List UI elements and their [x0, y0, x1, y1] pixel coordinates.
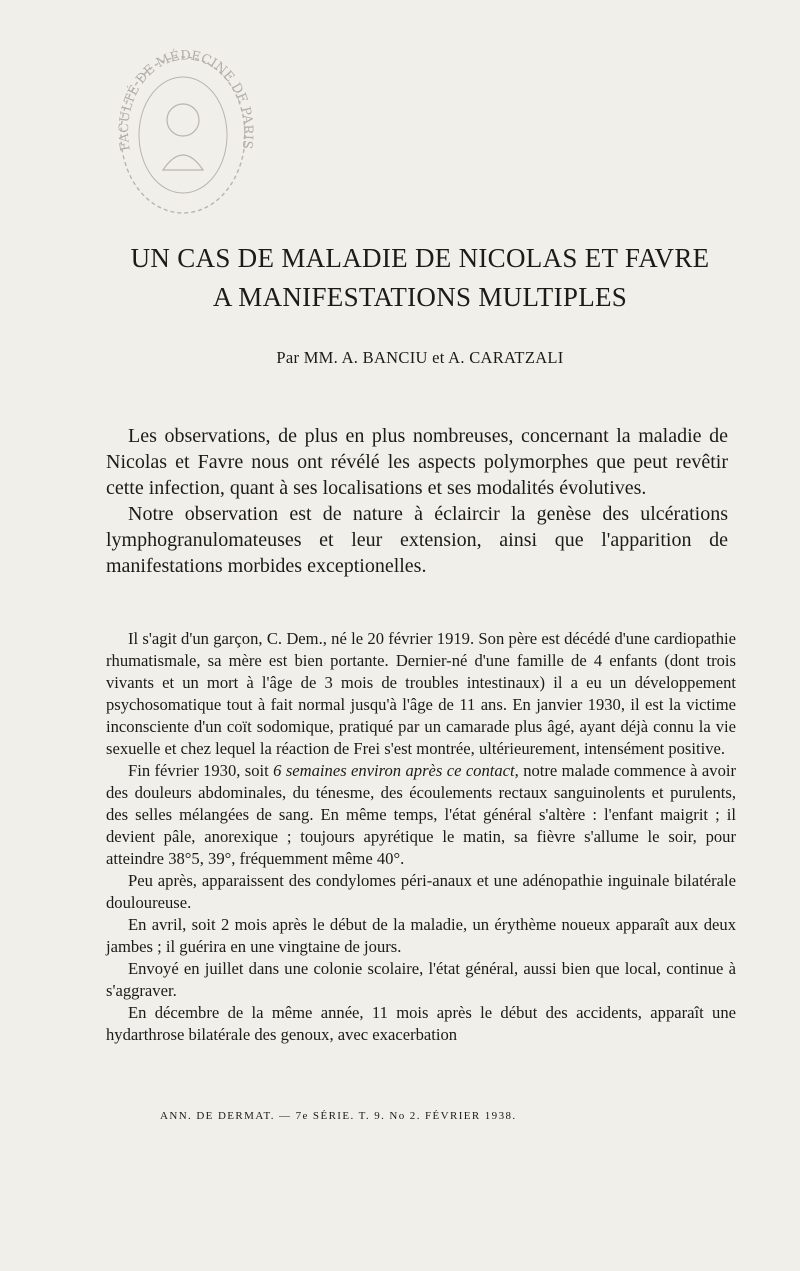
body-paragraph: En décembre de la même année, 11 mois après le début des accidents, apparaît une hydarthrose bilatérale des genoux, avec exacerbation — [106, 1003, 736, 1044]
body-paragraph: Il s'agit d'un garçon, C. Dem., né le 20 février 1919. Son père est décédé d'une cardiopathie rhumatismale, sa mère est bien portante. Dernier-né d'une famille de 4 enfants (dont trois vivants et un mort à l'âge de 3 mois de troubles intestinaux) il a eu un développement psychosomatique tout à fait normal jusqu'à l'âge de 11 ans. En janvier 1930, il est la victime inconsciente d'un coït sodomique, pratiqué par un camarade plus âgé, ayant déjà connu la vie sexuelle et chez lequel la réaction de Frei s'est montrée, ultérieurement, intensément positive. — [106, 629, 736, 758]
intro-section — [106, 423, 728, 579]
svg-text:FACULTÉ DE MÉDECINE DE PARIS — [117, 48, 255, 152]
stamp-text: FACULTÉ DE MÉDECINE DE PARIS — [116, 48, 256, 152]
body-paragraph: En avril, soit 2 mois après le début de la maladie, un érythème noueux apparaît aux deux jambes ; il guérira en une vingtaine de jours. — [106, 915, 736, 956]
library-stamp-icon — [108, 40, 258, 220]
body-paragraph — [106, 760, 736, 870]
emphasis-text: 6 semaines environ après ce contact — [273, 761, 515, 780]
journal-footer: ANN. DE DERMAT. — 7e SÉRIE. T. 9. No 2. FÉVRIER 1938. — [160, 1110, 517, 1122]
body-text: Fin février 1930, soit — [128, 761, 274, 780]
article-title-line-2: A MANIFESTATIONS MULTIPLES — [212, 282, 628, 312]
body-paragraph: Envoyé en juillet dans une colonie scolaire, l'état général, aussi bien que local, continue à s'aggraver. — [106, 959, 736, 1000]
intro-paragraph: Les observations, de plus en plus nombreuses, concernant la maladie de Nicolas et Favre nous ont révélé les aspects polymorphes que peut revêtir cette infection, quant à ses localisations et ses modalités évolutives. — [106, 425, 728, 499]
author-byline: Par MM. A. BANCIU et A. CARATZALI — [276, 348, 564, 367]
intro-paragraph: Notre observation est de nature à éclaircir la genèse des ulcérations lymphogranulomateuses et leur extension, ainsi que l'apparition de manifestations morbides exceptionelles. — [106, 503, 728, 577]
article-title-line-1: UN CAS DE MALADIE DE NICOLAS ET FAVRE — [130, 243, 710, 273]
body-text: , notre malade commence à avoir des douleurs abdominales, du ténesme, des écoulements rectaux sanguinolents et purulents, des selles mélangées de sang. En même temps, l'état général s'altère : l'enfant maigrit ; il devient pâle, anorexique ; toujours apyrétique le matin, sa fièvre s'allume le soir, pour atteindre 38°5, 39°, fréquemment même 40°. — [106, 761, 737, 868]
case-report-body — [106, 628, 736, 1046]
body-paragraph: Peu après, apparaissent des condylomes péri-anaux et une adénopathie inguinale bilatérale douloureuse. — [106, 871, 736, 912]
